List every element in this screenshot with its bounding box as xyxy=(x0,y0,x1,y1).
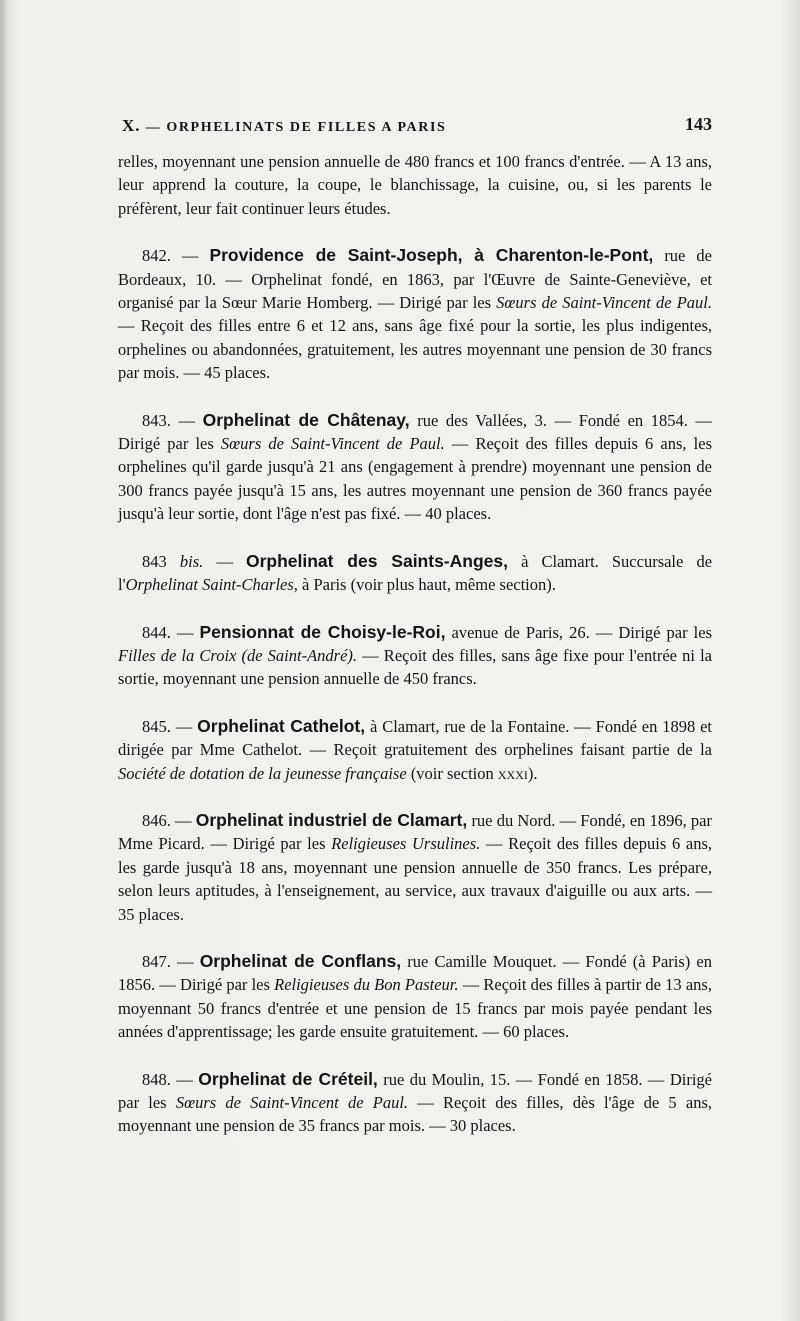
entry-title: Providence de Saint-Joseph, à Charenton-le-Pont, xyxy=(209,245,654,266)
entry-844: 844. — Pensionnat de Choisy-le-Roi, avenue de Paris, 26. — Dirigé par les Filles de la Croix (de Saint-André). — Reçoit des filles, sans âge fixe pour l'entrée ni la sortie, moyennant une pension annuelle de 450 francs. xyxy=(118,621,712,689)
entry-number: 848. xyxy=(142,1069,171,1089)
entry-text: rue des Vallées, 3. — Fondé en 1854. — Dirigé par les xyxy=(118,410,712,454)
entry-number: 847. xyxy=(142,951,171,971)
entry-title: Orphelinat de Créteil, xyxy=(198,1068,378,1089)
entry-text: avenue de Paris, 26. — Dirigé par les xyxy=(445,622,712,642)
entry-number: 843. xyxy=(142,410,171,430)
entry-842: 842. — Providence de Saint-Joseph, à Charenton-le-Pont, rue de Bordeaux, 10. — Orphelinat fondé, en 1863, par l'Œuvre de Sainte-Geneviève, et organisé par la Sœur Marie Homberg. — Dirigé par les Sœurs de Saint-Vincent de Paul. — Reçoit des filles entre 6 et 12 ans, sans âge fixé pour la sortie, les plus indigentes, orphelines ou abandonnées, gratuitement, les autres moyennant une pension de 30 francs par mois. — 45 places. xyxy=(118,245,712,383)
entry-text: rue Camille Mouquet. — Fondé (à Paris) en 1856. — Dirigé par les xyxy=(118,951,712,995)
entry-843: 843. — Orphelinat de Châtenay, rue des Vallées, 3. — Fondé en 1854. — Dirigé par les Sœurs de Saint-Vincent de Paul. — Reçoit des filles depuis 6 ans, les orphelines qu'il garde jusqu'à 21 ans (engagement à prendre) moyennant une pension de 300 francs payée jusqu'à 15 ans, les autres moyennant une pension de 360 francs payée jusqu'à leur sortie, dont l'âge n'est pas fixé. — 40 places. xyxy=(118,409,712,524)
running-header xyxy=(118,116,712,138)
entry-text: — Reçoit des filles, dès l'âge de 5 ans, moyennant une pension de 35 francs par mois. — 30 places. xyxy=(118,1093,712,1136)
intro-paragraph: relles, moyennant une pension annuelle de 480 francs et 100 francs d'entrée. — A 13 ans, leur apprend la couture, la coupe, le blanchissage, la cuisine, ou, si les parents le préfèrent, leur fait continuer leurs études. xyxy=(118,152,712,218)
entry-text: (voir section xyxy=(406,763,498,783)
entry-italic-text: Sœurs de Saint-Vincent de Paul. xyxy=(175,1093,409,1112)
entry-848: 848. — Orphelinat de Créteil, rue du Moulin, 15. — Fondé en 1858. — Dirigé par les Sœurs de Saint-Vincent de Paul. — Reçoit des filles, dès l'âge de 5 ans, moyennant une pension de 35 francs par mois. — 30 places. xyxy=(118,1068,713,1136)
entry-title: Orphelinat Cathelot, xyxy=(197,715,366,736)
entry-italic-text: Religieuses Ursulines. xyxy=(331,834,481,854)
entry-text: — Reçoit des filles depuis 6 ans, les garde jusqu'à 18 ans, moyennant une pension annuelle de 350 francs. Les prépare, selon leurs aptitudes, à l'enseignement, au service, aux travaux d'aiguille ou aux arts. — 35 places. xyxy=(118,834,713,924)
entry-text: à Clamart. Succursale de l' xyxy=(118,551,713,595)
entry-italic-text: Société de dotation de la jeunesse française xyxy=(118,763,407,783)
entry-section-ref: xxxi xyxy=(497,763,528,783)
entry-text: rue du Moulin, 15. — Fondé en 1858. — Dirigé par les xyxy=(118,1069,713,1112)
entry-text: à Clamart, rue de la Fontaine. — Fondé en 1898 et dirigée par Mme Cathelot. — Reçoit gratuitement des orphelines faisant partie de la xyxy=(118,716,713,760)
entry-text: — Reçoit des filles, sans âge fixe pour l'entrée ni la sortie, moyennant une pension annuelle de 450 francs. xyxy=(118,645,712,689)
entry-text: — Reçoit des filles entre 6 et 12 ans, sans âge fixé pour la sortie, les plus indigentes, orphelines ou abandonnées, gratuitement, les autres moyennant une pension de 30 francs par mois. — 45 places. xyxy=(118,316,712,383)
entry-text: à Paris (voir plus haut, même section). xyxy=(297,575,556,595)
entry-number: 842. xyxy=(142,246,171,266)
entry-number: 846. xyxy=(142,810,171,830)
page-body xyxy=(118,150,712,1162)
entry-text: — Reçoit des filles depuis 6 ans, les orphelines qu'il garde jusqu'à 21 ans (engagement à prendre) moyennant une pension de 300 francs payée jusqu'à 15 ans, les autres moyennant une pension de 360 francs payée jusqu'à leur sortie, dont l'âge n'est pas fixé. — 40 places. xyxy=(118,434,712,524)
entry-title: Orphelinat des Saints-Anges, xyxy=(245,550,508,571)
entry-text: rue du Nord. — Fondé, en 1896, par Mme Picard. — Dirigé par les xyxy=(118,810,712,854)
entry-text: — Reçoit des filles à partir de 13 ans, moyennant 50 francs d'entrée et une pension de 15 francs par mois payée pendant les années d'apprentissage; les garde ensuite gratuitement. — 60 places. xyxy=(118,975,712,1042)
entry-italic-text: Filles de la Croix (de Saint-André). xyxy=(118,645,358,665)
entry-title: Pensionnat de Choisy-le-Roi, xyxy=(199,621,446,642)
entry-italic-text: Religieuses du Bon Pasteur. xyxy=(274,975,459,995)
entry-bis: bis. xyxy=(179,551,204,571)
page-number: 143 xyxy=(685,114,712,134)
entry-number: 843 xyxy=(142,551,167,571)
entry-title: Orphelinat de Châtenay, xyxy=(202,409,410,430)
entry-text: rue de Bordeaux, 10. — Orphelinat fondé, en 1863, par l'Œuvre de Sainte-Geneviève, et organisé par la Sœur Marie Homberg. — Dirigé par les xyxy=(118,246,712,313)
entry-italic-text: Orphelinat Saint-Charles, xyxy=(125,575,298,595)
entry-847: 847. — Orphelinat de Conflans, rue Camille Mouquet. — Fondé (à Paris) en 1856. — Dirigé par les Religieuses du Bon Pasteur. — Reçoit des filles à partir de 13 ans, moyennant 50 francs d'entrée et une pension de 15 francs par mois payée pendant les années d'apprentissage; les garde ensuite gratuitement. — 60 places. xyxy=(118,950,712,1042)
entry-title: Orphelinat de Conflans, xyxy=(199,950,402,971)
entry-number: 844. xyxy=(142,622,171,642)
entry-number: 845. xyxy=(142,716,171,736)
running-title xyxy=(122,116,446,136)
entry-text: ). xyxy=(527,763,538,783)
chapter-number: X. xyxy=(122,116,141,135)
entry-843-bis: 843 bis. — Orphelinat des Saints-Anges, à Clamart. Succursale de l'Orphelinat Saint-Charles, à Paris (voir plus haut, même section). xyxy=(118,550,713,595)
header-dash: — xyxy=(145,120,162,135)
header-title: ORPHELINATS DE FILLES A PARIS xyxy=(166,120,447,135)
entry-title: Orphelinat industriel de Clamart, xyxy=(195,809,468,830)
entry-845: 845. — Orphelinat Cathelot, à Clamart, rue de la Fontaine. — Fondé en 1898 et dirigée par Mme Cathelot. — Reçoit gratuitement des orphelines faisant partie de la Société de dotation de la jeunesse française (voir section xxxi). xyxy=(118,715,713,783)
entry-846: 846. — Orphelinat industriel de Clamart, rue du Nord. — Fondé, en 1896, par Mme Picard. — Dirigé par les Religieuses Ursulines. — Reçoit des filles depuis 6 ans, les garde jusqu'à 18 ans, moyennant une pension annuelle de 350 francs. Les prépare, selon leurs aptitudes, à l'enseignement, au service, aux travaux d'aiguille ou aux arts. — 35 places. xyxy=(118,809,713,924)
entry-italic-text: Sœurs de Saint-Vincent de Paul. xyxy=(496,293,712,313)
page-gutter-shadow xyxy=(0,0,8,1321)
entry-italic-text: Sœurs de Saint-Vincent de Paul. xyxy=(220,434,445,454)
